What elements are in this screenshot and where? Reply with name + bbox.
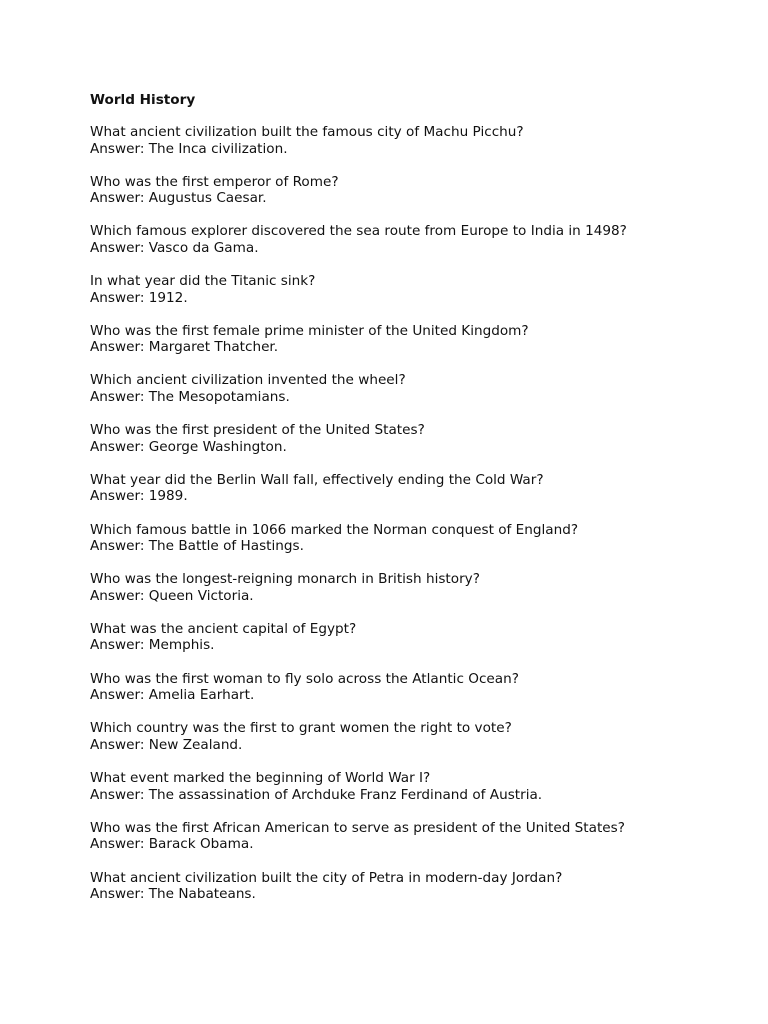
question-text: What year did the Berlin Wall fall, effectively ending the Cold War? — [90, 471, 544, 488]
qa-item — [90, 671, 730, 704]
qa-item — [90, 323, 730, 356]
qa-item — [90, 820, 730, 853]
answer-text: Answer: George Washington. — [90, 438, 287, 455]
qa-item — [90, 174, 730, 207]
answer-text: Answer: The Nabateans. — [90, 886, 256, 903]
question-text: Which famous explorer discovered the sea route from Europe to India in 1498? — [90, 223, 627, 240]
question-text: In what year did the Titanic sink? — [90, 273, 316, 290]
qa-item — [90, 472, 730, 505]
question-text: Who was the first president of the United States? — [90, 422, 425, 439]
question-text: Which famous battle in 1066 marked the Norman conquest of England? — [90, 521, 579, 538]
answer-text: Answer: 1989. — [90, 488, 188, 505]
qa-item — [90, 124, 730, 157]
qa-item — [90, 223, 730, 256]
answer-text: Answer: The Inca civilization. — [90, 140, 288, 157]
qa-item — [90, 870, 730, 903]
answer-text: Answer: 1912. — [90, 289, 188, 306]
answer-text: Answer: The assassination of Archduke Franz Ferdinand of Austria. — [90, 786, 543, 803]
answer-text: Answer: New Zealand. — [90, 736, 243, 753]
answer-text: Answer: Queen Victoria. — [90, 587, 254, 604]
answer-text: Answer: Memphis. — [90, 637, 215, 654]
question-text: Which country was the first to grant women the right to vote? — [90, 720, 512, 737]
question-text: Who was the first female prime minister of the United Kingdom? — [90, 322, 529, 339]
document-page — [90, 91, 730, 920]
qa-item — [90, 571, 730, 604]
question-text: Who was the first woman to fly solo across the Atlantic Ocean? — [90, 670, 519, 687]
answer-text: Answer: The Battle of Hastings. — [90, 538, 304, 555]
question-text: Who was the longest-reigning monarch in British history? — [90, 571, 480, 588]
qa-item — [90, 621, 730, 654]
question-text: Which ancient civilization invented the wheel? — [90, 372, 406, 389]
answer-text: Answer: The Mesopotamians. — [90, 389, 290, 406]
answer-text: Answer: Amelia Earhart. — [90, 687, 255, 704]
document-title: World History — [90, 92, 196, 108]
question-text: What ancient civilization built the famous city of Machu Picchu? — [90, 124, 524, 140]
question-text: Who was the first emperor of Rome? — [90, 173, 339, 190]
question-text: What event marked the beginning of World War I? — [90, 769, 431, 786]
answer-text: Answer: Vasco da Gama. — [90, 239, 259, 256]
qa-item — [90, 770, 730, 803]
question-text: What ancient civilization built the city of Petra in modern-day Jordan? — [90, 869, 563, 886]
qa-item — [90, 720, 730, 753]
qa-item — [90, 422, 730, 455]
question-text: What was the ancient capital of Egypt? — [90, 620, 357, 637]
qa-item — [90, 522, 730, 555]
answer-text: Answer: Barack Obama. — [90, 836, 254, 853]
qa-item — [90, 273, 730, 306]
qa-item — [90, 372, 730, 405]
answer-text: Answer: Margaret Thatcher. — [90, 339, 279, 356]
question-text: Who was the first African American to serve as president of the United States? — [90, 819, 625, 836]
answer-text: Answer: Augustus Caesar. — [90, 190, 267, 207]
